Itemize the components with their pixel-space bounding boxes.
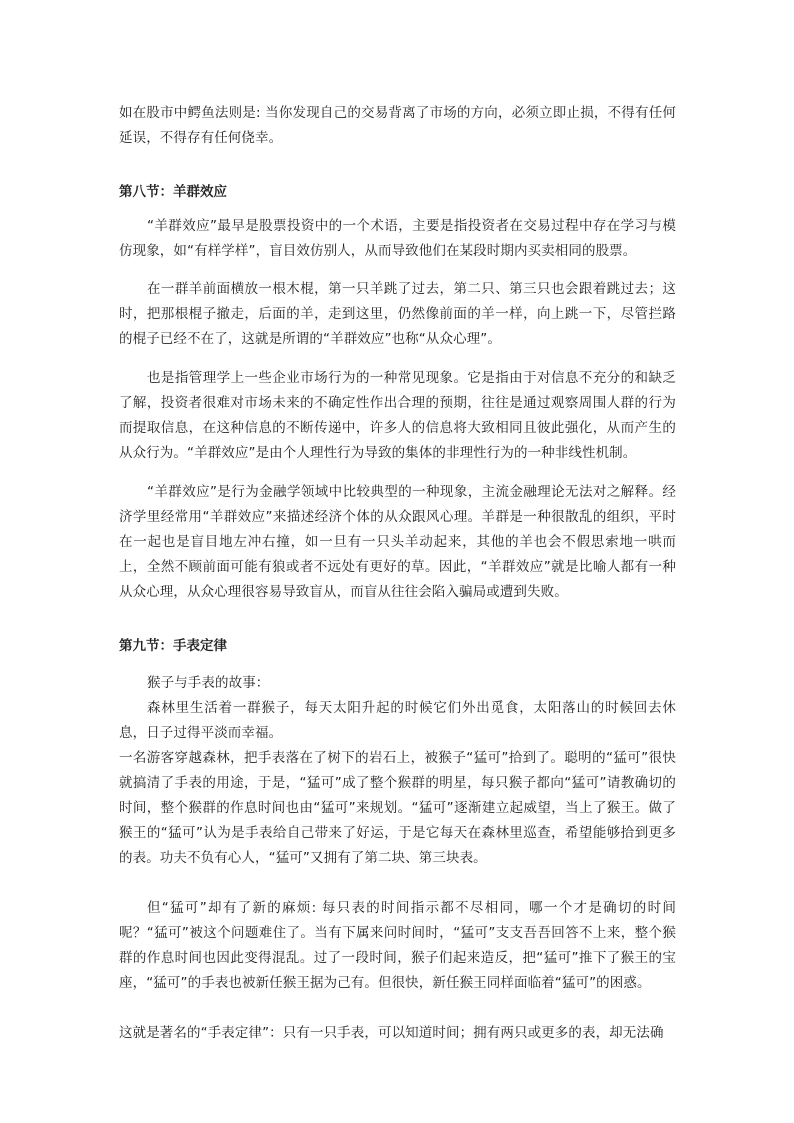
- section-9-heading: 第九节：手表定律: [119, 638, 227, 654]
- section-9-paragraph-1: 猴子与手表的故事：: [147, 675, 270, 691]
- section-8-paragraph-4: “羊群效应”是行为金融学领域中比较典型的一种现象，主流金融理论无法对之解释。经济学里经常用“羊群效应”来描述经济个体的从众跟风心理。羊群是一种很散乱的组织，平时在一起也是盲目地左冲右撞，如一旦有一只头羊动起来，其他的羊也会不假思索地一哄而上，全然不顾前面可能有狼或者不远处有更好的草。因此，“羊群效应”就是比喻人都有一种从众心理，从众心理很容易导致盲从，而盲从往往会陷入骗局或遭到失败。: [119, 484, 676, 600]
- section-8-heading: 第八节：羊群效应: [119, 184, 227, 200]
- section-9-paragraph-4: 但“猛可”却有了新的麻烦: 每只表的时间指示都不尽相同，哪一个才是确切的时间呢？“猛可”被这个问题难住了。当有下属来问时间时，“猛可”支支吾吾回答不上来，整个猴群的作息时间也因此变得混乱。过了一段时间，猴子们起来造反，把“猛可”推下了猴王的宝座，“猛可”的手表也被新任猴王据为己有。但很快，新任猴王同样面临着“猛可”的困惑。: [119, 900, 676, 991]
- section-9-paragraph-3: 一名游客穿越森林，把手表落在了树下的岩石上，被猴子“猛可”拾到了。聪明的“猛可”很快就搞清了手表的用途，于是，“猛可”成了整个猴群的明星，每只猴子都向“猛可”请教确切的时间，整个猴群的作息时间也由“猛可”来规划。“猛可”逐渐建立起威望，当上了猴王。做了猴王的“猛可”认为是手表给自己带来了好运，于是它每天在森林里巡查，希望能够拾到更多的表。功夫不负有心人，“猛可”又拥有了第二块、第三块表。: [119, 750, 676, 866]
- intro-paragraph: 如在股市中鳄鱼法则是: 当你发现自己的交易背离了市场的方向，必须立即止损，不得有任何延误，不得存有任何侥幸。: [119, 105, 676, 146]
- section-8-paragraph-1: “羊群效应”最早是股票投资中的一个术语，主要是指投资者在交易过程中存在学习与模仿现象，如“有样学样”，盲目效仿别人，从而导致他们在某段时期内买卖相同的股票。: [119, 218, 676, 259]
- section-9-paragraph-2: 森林里生活着一群猴子，每天太阳升起的时候它们外出觅食，太阳落山的时候回去休息，日子过得平淡而幸福。: [119, 700, 676, 741]
- section-8-paragraph-3: 也是指管理学上一些企业市场行为的一种常见现象。它是指由于对信息不充分的和缺乏了解，投资者很难对市场未来的不确定性作出合理的预期，往往是通过观察周围人群的行为而提取信息，在这种信息的不断传递中，许多人的信息将大致相同且彼此强化，从而产生的从众行为。“羊群效应”是由个人理性行为导致的集体的非理性行为的一种非线性机制。: [119, 370, 676, 461]
- section-8-paragraph-2: 在一群羊前面横放一根木棍，第一只羊跳了过去，第二只、第三只也会跟着跳过去；这时，把那根棍子撤走，后面的羊，走到这里，仍然像前面的羊一样，向上跳一下，尽管拦路的棍子已经不在了，这就是所谓的“羊群效应”也称“从众心理”。: [119, 281, 676, 347]
- section-9-paragraph-5: 这就是著名的“手表定律”：只有一只手表，可以知道时间；拥有两只或更多的表，却无法确: [119, 1025, 664, 1041]
